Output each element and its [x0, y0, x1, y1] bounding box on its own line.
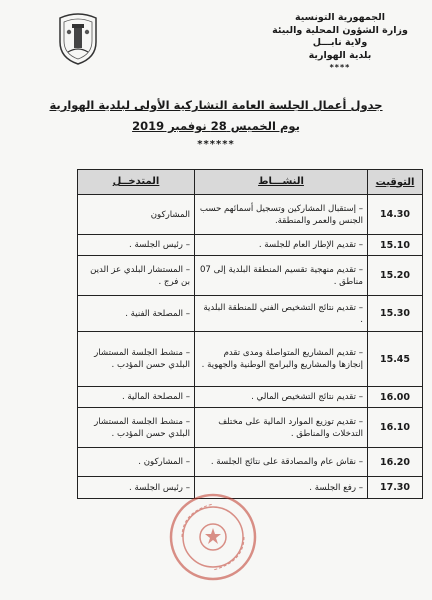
table-row [78, 408, 423, 448]
municipal-emblem-icon [56, 12, 100, 66]
row-time: 15.45 [368, 332, 423, 387]
row-speaker: – رئيس الجلسة . [78, 235, 195, 256]
row-time: 16.20 [368, 448, 423, 477]
row-speaker: – المصلحة المالية . [78, 387, 195, 408]
row-activity: – إستقبال المشاركين وتسجيل أسمائهم حسب الجنس والعمر والمنطقة. [195, 195, 368, 235]
header-line-governorate: ولاية نابـــل [312, 37, 368, 48]
document-titles [0, 98, 432, 150]
official-stamp-icon [168, 492, 258, 582]
row-speaker: – منشط الجلسة المستشار البلدي حسن المؤدب . [78, 408, 195, 448]
column-header-speaker: المتدخــل [78, 170, 195, 195]
table-row [78, 296, 423, 332]
row-time: 16.10 [368, 408, 423, 448]
column-header-time: التوقيت [368, 170, 423, 195]
agenda-table [77, 169, 423, 499]
header-line-republic: الجمهورية التونسية [295, 12, 385, 23]
row-time: 15.10 [368, 235, 423, 256]
title-stars: ****** [197, 139, 235, 150]
row-time: 15.20 [368, 256, 423, 296]
row-activity: – تقديم نتائج التشخيص المالي . [195, 387, 368, 408]
row-speaker: المشاركون [78, 195, 195, 235]
row-activity: – تقديم توزيع الموارد المالية على مختلف التدخلات والمناطق . [195, 408, 368, 448]
header-line-municipality: بلدية الهوارية [308, 49, 372, 61]
table-row [78, 235, 423, 256]
row-activity: – رفع الجلسة . [195, 477, 368, 499]
table-row [78, 448, 423, 477]
row-speaker: – منشط الجلسة المستشار البلدي حسن المؤدب . [78, 332, 195, 387]
row-activity: – تقديم منهجية تقسيم المنطقة البلدية إلى 07 مناطق . [195, 256, 368, 296]
table-row [78, 256, 423, 296]
row-speaker: – المصلحة الفنية . [78, 296, 195, 332]
column-header-activity: النشـــاط [195, 170, 368, 195]
table-row [78, 332, 423, 387]
document-title: جدول أعمال الجلسة العامة التشاركية الأولى لبلدية الهوارية [49, 98, 383, 112]
row-speaker: – رئيس الجلسة . [78, 477, 195, 499]
row-activity: – تقديم نتائج التشخيص الفني للمنطقة البلدية . [195, 296, 368, 332]
row-activity: – تقديم الإطار العام للجلسة . [195, 235, 368, 256]
row-time: 15.30 [368, 296, 423, 332]
document-date: يوم الخميس 28 نوفمبر 2019 [132, 119, 300, 133]
table-row [78, 195, 423, 235]
row-time: 16.00 [368, 387, 423, 408]
row-activity: – نقاش عام والمصادقة على نتائج الجلسة . [195, 448, 368, 477]
row-time: 14.30 [368, 195, 423, 235]
header-line-ministry: وزارة الشؤون المحلية والبيئة [272, 24, 408, 36]
row-activity: – تقديم المشاريع المتواصلة ومدى تقدم إنجازها والمشاريع والبرامج الوطنية والجهوية . [195, 332, 368, 387]
ministry-header [270, 12, 410, 75]
row-speaker: – المستشار البلدي عز الدين بن فرج . [78, 256, 195, 296]
row-time: 17.30 [368, 477, 423, 499]
header-stars: **** [329, 63, 351, 72]
table-row [78, 387, 423, 408]
row-speaker: – المشاركون . [78, 448, 195, 477]
table-header-row [78, 170, 423, 195]
